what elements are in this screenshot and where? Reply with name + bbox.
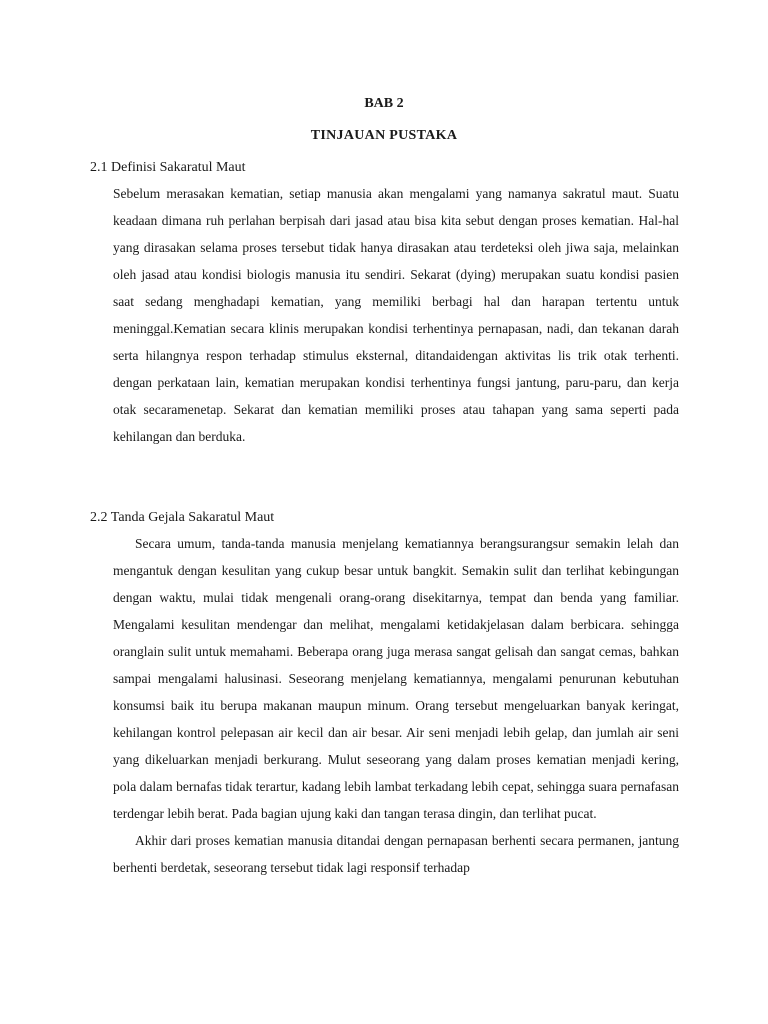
section-body-2-1	[113, 180, 679, 450]
paragraph: Secara umum, tanda-tanda manusia menjelang kematiannya berangsurangsur semakin lelah dan mengantuk dengan kesulitan yang cukup besar untuk bangkit. Semakin sulit dan terlihat kebingungan dengan waktu, mulai tidak mengenali orang-orang disekitarnya, tempat dan benda yang familiar. Mengalami kesulitan mendengar dan melihat, mengalami ketidakjelasan dalam berbicara. sehingga oranglain sulit untuk memahami. Beberapa orang juga merasa sangat gelisah dan sangat cemas, bahkan sampai mengalami halusinasi. Seseorang menjelang kematiannya, mengalami penurunan kebutuhan konsumsi baik itu berupa makanan maupun minum. Orang tersebut mengeluarkan banyak keringat, kehilangan kontrol pelepasan air kecil dan air besar. Air seni menjadi lebih gelap, dan jumlah air seni yang dikeluarkan menjadi berkurang. Mulut seseorang yang dalam proses kematian menjadi kering, pola dalam bernafas tidak terartur, kadang lebih lambat terkadang lebih cepat, sehingga suara pernafasan terdengar lebih berat. Pada bagian ujung kaki dan tangan terasa dingin, dan terlihat pucat.	[113, 536, 679, 821]
paragraph: Akhir dari proses kematian manusia ditandai dengan pernapasan berhenti secara permanen, jantung berhenti berdetak, seseorang tersebut tidak lagi responsif terhadap	[113, 833, 679, 875]
section-body-2-2	[113, 530, 679, 881]
section-heading-2-1: 2.1 Definisi Sakaratul Maut	[90, 160, 246, 175]
section-heading-2-2: 2.2 Tanda Gejala Sakaratul Maut	[90, 510, 275, 525]
chapter-title: TINJAUAN PUSTAKA	[310, 128, 458, 143]
paragraph: Sebelum merasakan kematian, setiap manusia akan mengalami yang namanya sakratul maut. Suatu keadaan dimana ruh perlahan berpisah dari jasad atau bisa kita sebut dengan proses kematian. Hal-hal yang dirasakan selama proses tersebut tidak hanya dirasakan atau terdeteksi oleh jiwa saja, melainkan oleh jasad atau kondisi biologis manusia itu sendiri. Sekarat (dying) merupakan suatu kondisi pasien saat sedang menghadapi kematian, yang memiliki berbagi hal dan harapan tertentu untuk meninggal.Kematian secara klinis merupakan kondisi terhentinya pernapasan, nadi, dan tekanan darah serta hilangnya respon terhadap stimulus eksternal, ditandaidengan aktivitas lis trik otak terhenti. dengan perkataan lain, kematian merupakan kondisi terhentinya fungsi jantung, paru-paru, dan kerja otak secaramenetap. Sekarat dan kematian memiliki proses atau tahapan yang sama seperti pada kehilangan dan berduka.	[113, 186, 679, 444]
chapter-heading: BAB 2	[364, 96, 404, 111]
